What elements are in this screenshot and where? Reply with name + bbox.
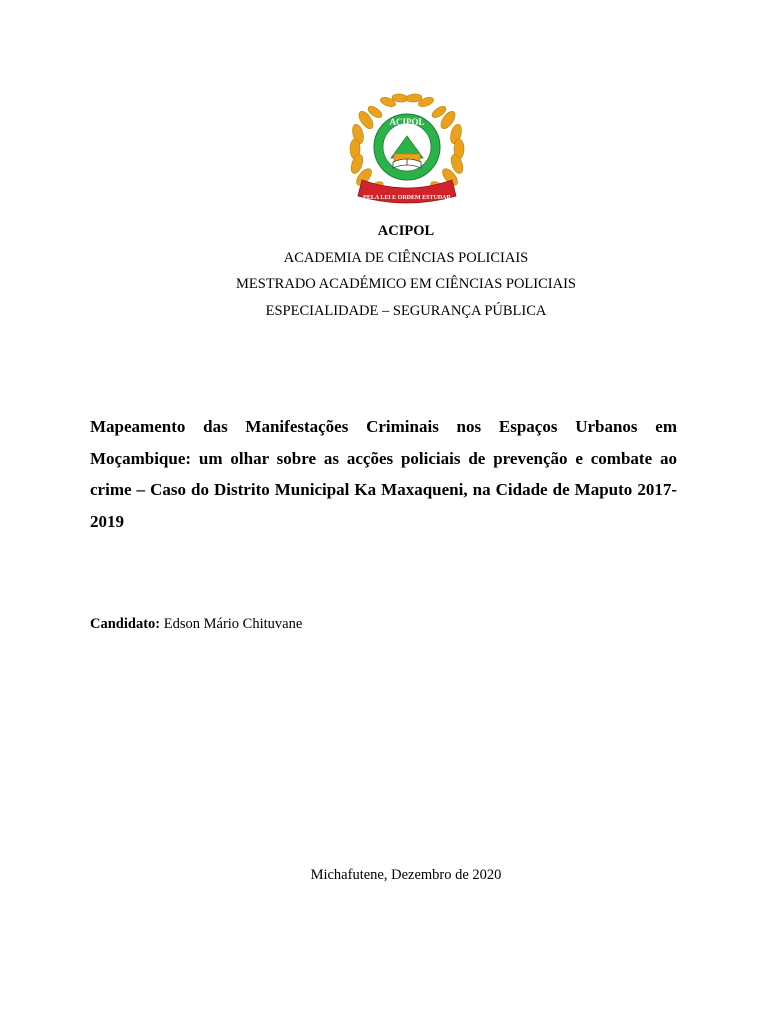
acipol-logo [346,92,468,210]
program-name: MESTRADO ACADÉMICO EM CIÊNCIAS POLICIAIS [236,276,576,292]
institution-name: ACADEMIA DE CIÊNCIAS POLICIAIS [283,249,529,266]
logo-ribbon-text: PELA LEI E ORDEM ESTUDAR [363,195,451,201]
candidate-name: Edson Mário Chituvane [163,616,303,632]
candidate-line [90,613,302,635]
thesis-title: Mapeamento das Manifestações Criminais nos Espaços Urbanos em Moçambique: um olhar sobre as acções policiais de prevenção e combate ao crime – Caso do Distrito Municipal Ka Maxaqueni, na Cidade de Maputo 2017-2019 [90,417,677,531]
institution-acronym: ACIPOL [377,223,435,239]
institution-header [0,218,768,324]
specialty-name: ESPECIALIDADE – SEGURANÇA PÚBLICA [265,302,547,319]
acipol-emblem [346,92,468,210]
candidate-label: Candidato: [90,616,161,632]
place-and-date: Michafutene, Dezembro de 2020 [310,867,502,883]
logo-ring-text: ACIPOL [389,117,425,127]
